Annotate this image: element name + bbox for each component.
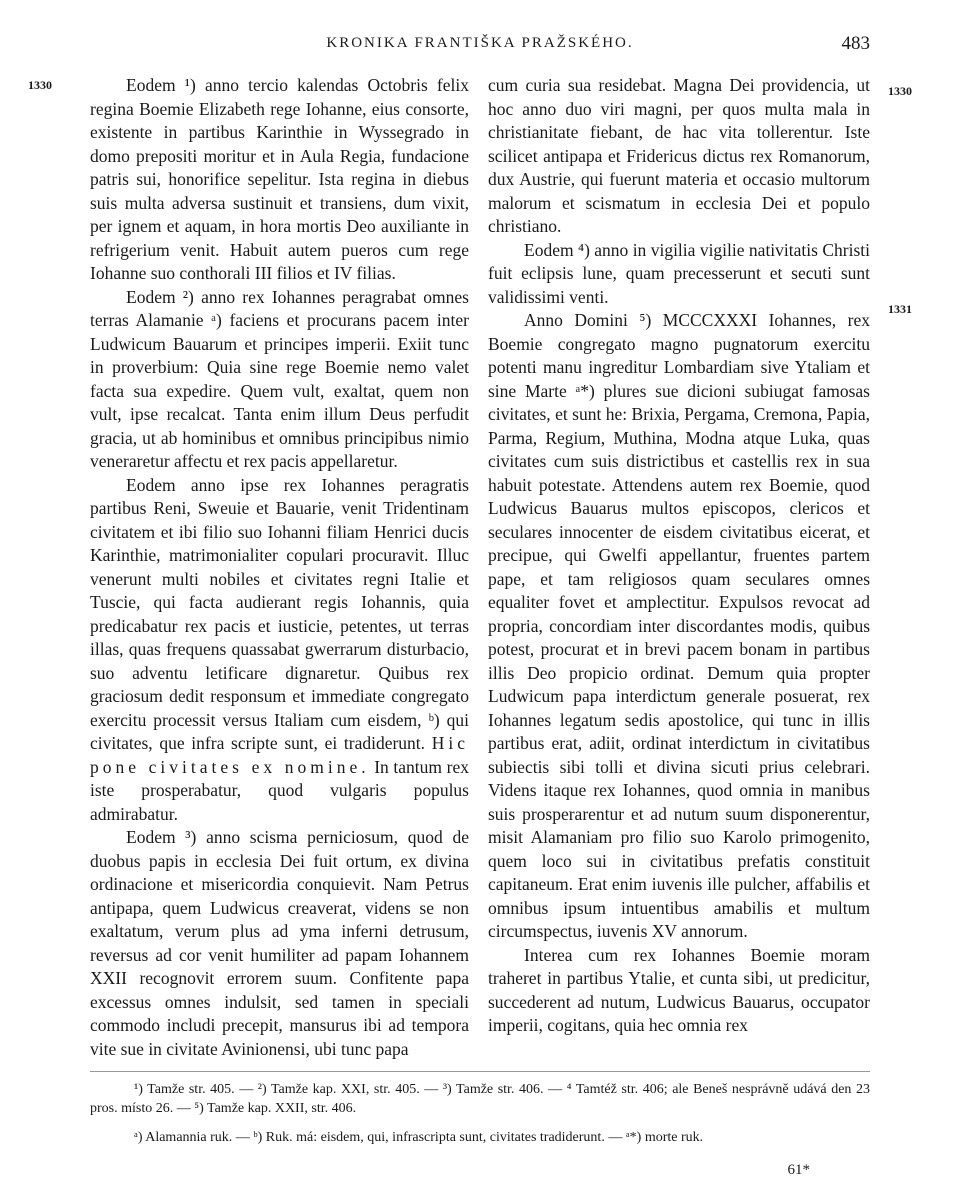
paragraph bbox=[90, 474, 469, 827]
paragraph: Eodem ⁴) anno in vigilia vigilie nativitatis Christi fuit eclipsis lune, quam precesserunt et secuti sunt validissimi venti. bbox=[488, 239, 870, 307]
variant-footnotes: ᵃ) Alamannia ruk. — ᵇ) Ruk. má: eisdem, qui, infrascripta sunt, civitates tradiderunt. — ᵃ*) morte ruk. bbox=[134, 1130, 704, 1145]
margin-year: 1330 bbox=[888, 84, 912, 98]
footnote-divider bbox=[90, 1071, 870, 1072]
paragraph-text: In tantum rex iste prosperabatur, quod vulgaris populus admirabatur. bbox=[90, 756, 469, 824]
right-column bbox=[488, 74, 870, 1038]
paragraph: Interea cum rex Iohannes Boemie moram traheret in partibus Ytalie, et cunta sibi, ut predicitur, succederent ad nutum, Ludwicus Bauarus, occupator imperii, cogitans, quia hec omnia rex bbox=[488, 944, 870, 1035]
paragraph: cum curia sua residebat. Magna Dei providencia, ut hoc anno duo viri magni, per quos multa mala in christianitate fiebant, de hac vita tollerentur. Iste scilicet antipapa et Fridericus dictus rex Romanorum, dux Austrie, qui fuerunt materia et occasio multorum malorum et scismatum in ecclesia Dei et populo christiano. bbox=[488, 75, 870, 236]
paragraph: Eodem ²) anno rex Iohannes peragrabat omnes terras Alamanie ᵃ) faciens et procurans pacem inter Ludwicum Bauarum et principes imperii. Exiit tunc in proverbium: Quia sine rege Boemie nemo valet facta sua expedire. Quem vult, exaltat, quem non vult, ipse recalcat. Tanta enim illum Deus perfudit gracia, ut ab hominibus et omnibus principibus nimio veneraretur affectu et rex pacis appellaretur. bbox=[90, 286, 469, 471]
paragraph-text: Eodem anno ipse rex Iohannes peragratis partibus Reni, Sweuie et Bauarie, venit Tridentinam civitatem et ibi filio suo Iohanni filiam Henrici ducis Karinthie, matrimonialiter copulari procuravit. Illuc venerunt multi nobiles et civitates regni Italie et Tuscie, qui facta audierant regis Iohannis, quia predicabatur rex pacis et iusticie, petentes, ut terras illas, quas frequens quassabat gwerrarum disturbacio, suo adventu letificare dignaretur. Quibus rex graciosum dedit responsum et immediate congregato exercitu processit versus Italiam cum eisdem, ᵇ) qui civitates, que infra scripte sunt, ei tradiderunt. bbox=[90, 474, 469, 753]
margin-year: 1331 bbox=[888, 302, 912, 316]
running-title: KRONIKA FRANTIŠKA PRAŽSKÉHO. bbox=[326, 35, 634, 51]
spaced-note: Hic pone civitates ex nomine. bbox=[90, 733, 470, 777]
left-column bbox=[90, 74, 469, 1061]
page-header bbox=[0, 35, 960, 59]
paragraph: Eodem ³) anno scisma perniciosum, quod de duobus papis in ecclesia Dei fuit ortum, ex divina ordinacione et misericordia conquievit. Nam Petrus antipapa, quem Ludwicus creaverat, videns se non exaltatum, verum plus ad yma inferni detrusum, reversus ad cor venit humiliter ad papam Iohannem XXII recognovit errorem suum. Confitente papa excessus omnes indulsit, sed tamen in speciali commodo includi precepit, mansurus ibi ad tempora vite sue in civitate Avinionensi, ubi tunc papa bbox=[90, 827, 469, 1059]
source-footnotes: ¹) Tamže str. 405. — ²) Tamže kap. XXI, str. 405. — ³) Tamže str. 406. — ⁴ Tamtéž str. 406; ale Beneš nesprávně udává den 23 pros. místo 26. — ⁵) Tamže kap. XXII, str. 406. bbox=[90, 1082, 870, 1116]
paragraph: Anno Domini ⁵) MCCCXXXI Iohannes, rex Boemie congregato magno pugnatorum exercitu potenti manu ingreditur Lombardiam sive Ytaliam et sine Marte ᵃ*) plures sue dicioni subiugat famosas civitates, et sunt he: Brixia, Pergama, Cremona, Papia, Parma, Regium, Muthina, Modna atque Luka, quas civitates cum suis districtibus et castellis rex in sua habuit potestate. Attendens autem rex Boemie, quod Ludwicus Bauarus multos episcopos, clericos et seculares innocenter de eisdem civitatibus eicerat, et precipue, qui Gwelfi appellantur, fruentes partem pape, et tam religiosos quam seculares omnes equaliter fovet et amplectitur. Expulsos revocat ad propria, concordiam inter discordantes modis, quibus potest, procurat et in brevi pacem bonam in partibus illis Deo propicio ordinat. Demum quia propter Ludwicum papa interdictum generale posuerat, rex Iohannes legatum sedis apostolice, qui tunc in illis partibus erat, adiit, ordinat interdictum in civitatibus subiectis sibi tolli et divina sicuti prius celebrari. Videns itaque rex Iohannes, quod omnia in manibus suis prosperarentur et ad nutum suum disponerentur, misit Alamaniam pro filio suo Karolo primogenito, quem loco sui in civitatibus prefatis constituit capitaneum. Erat enim iuvenis ille pulcher, affabilis et omnibus ipsum intuentibus amabilis et multum circumspectus, iuvenis XV annorum. bbox=[488, 310, 870, 941]
margin-year: 1330 bbox=[28, 78, 52, 92]
page-number: 483 bbox=[841, 33, 870, 54]
paragraph: Eodem ¹) anno tercio kalendas Octobris felix regina Boemie Elizabeth rege Iohanne, eius consorte, existente in partibus Karinthie in Wyssegrado in domo prepositi moritur et in Aula Regia, fundacione patris sui, honorifice sepelitur. Ista regina in diebus suis multa adversa sustinuit et transiens, dum vixit, per ignem et aquam, in hora mortis Deo auxiliante in refrigerium venit. Habuit autem pueros cum rege Iohanne suo conthorali III filios et IV filias. bbox=[90, 75, 469, 283]
footnotes bbox=[90, 1080, 870, 1147]
signature-mark: 61* bbox=[787, 1162, 810, 1178]
